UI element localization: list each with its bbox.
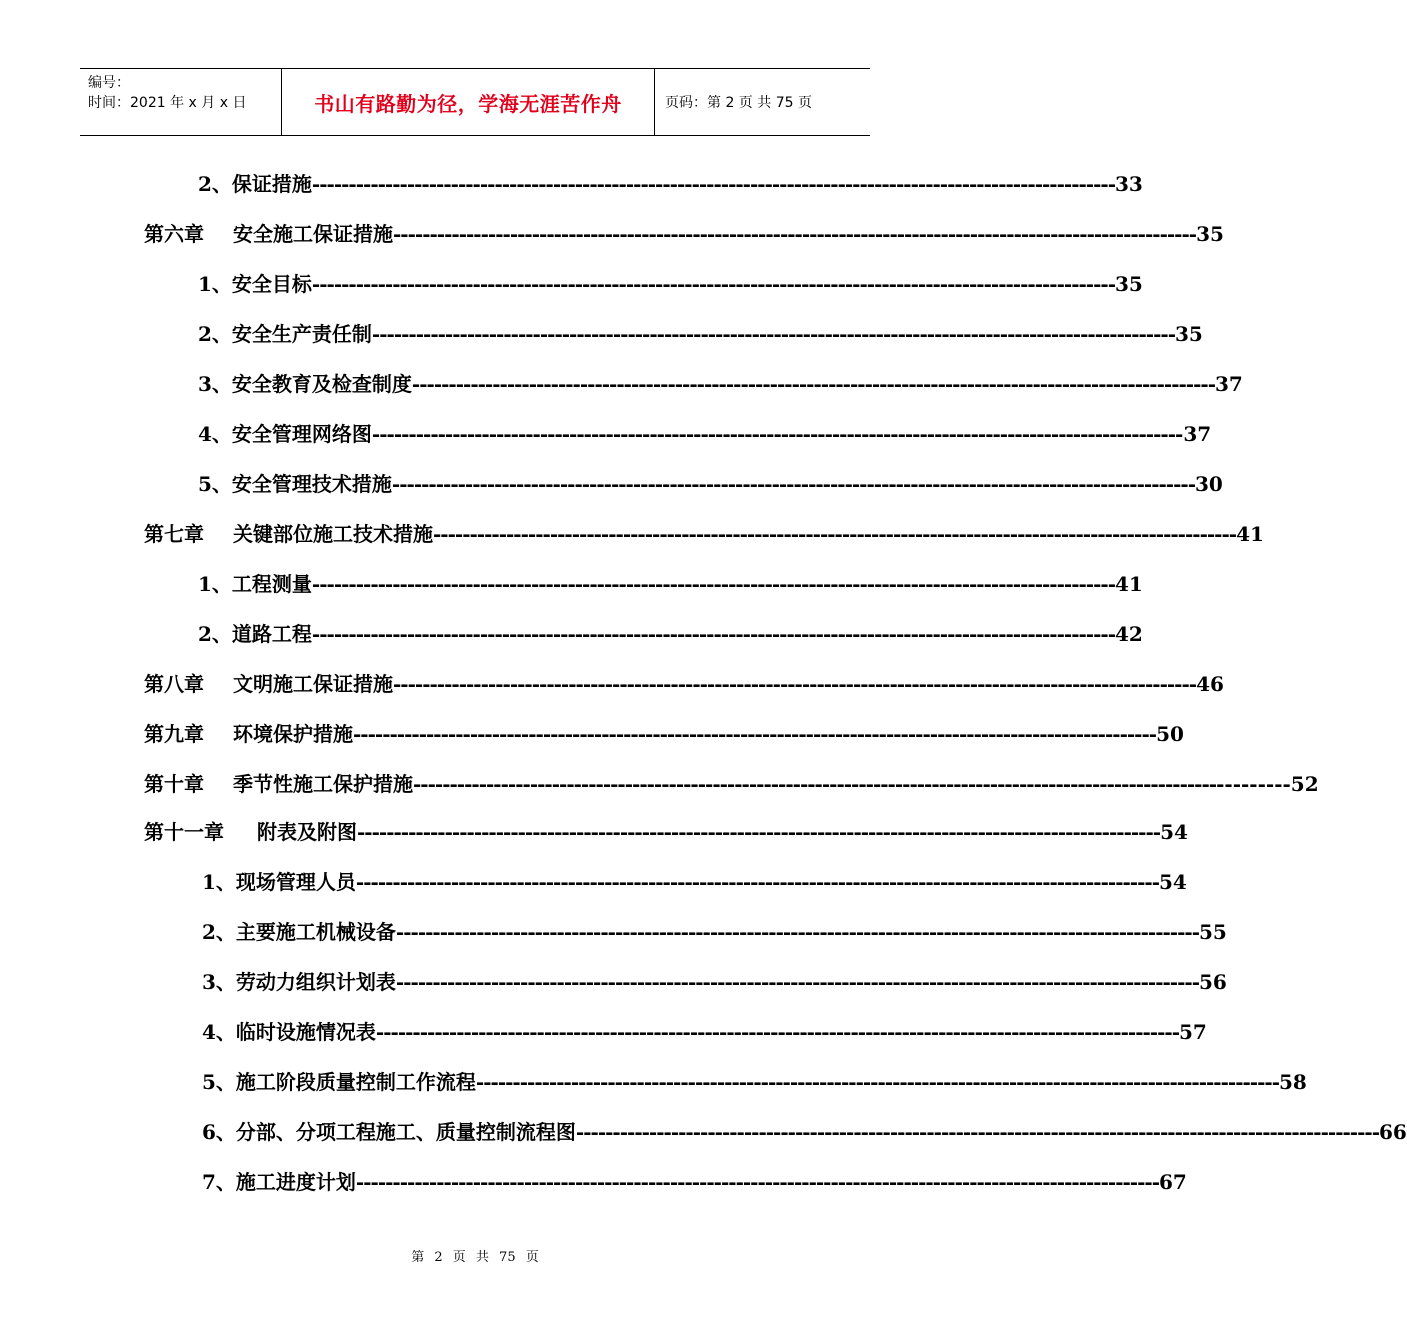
- toc-dot-leader: --------------------------------------------------------------------------------------------------------------: [311, 272, 1116, 296]
- toc-title-text: 3、劳动力组织计划表: [202, 970, 396, 994]
- toc-dot-leader: --------------------------------------------------------------------------------------------------------------: [311, 172, 1116, 196]
- toc-dot-leader: --------------------------------------------------------------------------------------------------------------: [475, 1070, 1280, 1094]
- toc-title-text: 关键部位施工技术措施: [233, 522, 433, 546]
- toc-title: [144, 218, 393, 247]
- toc-dot-leader: --------------------------------------------------------------------------------------------------------------: [311, 622, 1116, 646]
- toc-title-text: 3、安全教育及检查制度: [198, 372, 412, 396]
- toc-chapter-label: 第六章: [144, 222, 204, 246]
- toc-title: [144, 518, 433, 547]
- toc-title: [202, 866, 356, 895]
- toc-title-text: 环境保护措施: [233, 722, 353, 746]
- toc-dot-leader: --------------------------------------------------------------------------------------------------------------: [433, 522, 1237, 546]
- toc-title-text: 2、主要施工机械设备: [202, 920, 396, 944]
- toc-title-text: 1、工程测量: [198, 572, 312, 596]
- toc-page-number: 56: [1199, 970, 1227, 994]
- toc-section-entry: [198, 568, 1143, 598]
- toc-dot-leader: --------------------------------------------------------------------------------------------------------------: [411, 372, 1216, 396]
- toc-section-entry: [202, 1166, 1187, 1196]
- toc-chapter-label: 第十章: [144, 772, 204, 796]
- toc-title-text: 2、安全生产责任制: [198, 322, 372, 346]
- toc-page-number: 35: [1175, 322, 1203, 346]
- toc-chapter-entry: [144, 768, 1319, 798]
- header-code: 编号：: [88, 75, 130, 91]
- toc-title-text: 4、临时设施情况表: [202, 1020, 376, 1044]
- toc-dot-leader: --------------------------------------------------------------------------------------------------------------: [395, 920, 1200, 944]
- toc-title-text: 1、现场管理人员: [202, 870, 356, 894]
- toc-chapter-entry: [144, 718, 1184, 748]
- toc-page-number: 46: [1196, 672, 1224, 696]
- toc-title-text: 1、安全目标: [198, 272, 312, 296]
- toc-title-text: 6、分部、分项工程施工、质量控制流程图: [202, 1120, 576, 1144]
- toc-dot-leader: --------------------------------------------------------------------------------------------------------------: [353, 722, 1157, 746]
- toc-section-entry: [198, 418, 1212, 448]
- page-header: [80, 68, 870, 136]
- toc-dot-leader: --------------------------------------------------------------------------------------------------------------: [391, 472, 1196, 496]
- toc-dot-leader: --------------------------------------------------------------------------------------------------------------: [413, 772, 1217, 796]
- toc-title: [198, 368, 412, 397]
- page-footer: 第 2 页 共 75 页: [411, 1250, 539, 1265]
- toc-title: [198, 468, 392, 497]
- toc-title-text: 附表及附图: [257, 820, 357, 844]
- toc-title: [198, 168, 312, 197]
- header-motto: 书山有路勤为径，学海无涯苦作舟: [314, 91, 622, 116]
- toc-page-number: -37: [1175, 422, 1212, 446]
- toc-page-number: 30: [1195, 472, 1223, 496]
- toc-section-entry: [202, 916, 1227, 946]
- header-time: 时间：2021 年 x 月 x 日: [88, 95, 247, 111]
- toc-page-number: 50: [1156, 722, 1184, 746]
- toc-dot-leader: --------------------------------------------------------------------------------------------------------------: [371, 322, 1176, 346]
- toc-title: [198, 318, 372, 347]
- toc-page-number: 54: [1160, 820, 1188, 844]
- toc-title: [198, 568, 312, 597]
- toc-page-number: ---------52: [1216, 772, 1319, 796]
- toc-dot-leader: --------------------------------------------------------------------------------------------------------------: [395, 970, 1200, 994]
- toc-title-text: 文明施工保证措施: [233, 672, 393, 696]
- toc-title-text: 4、安全管理网络图: [198, 422, 372, 446]
- toc-page-number: 54: [1159, 870, 1187, 894]
- toc-title-text: 7、施工进度计划: [202, 1170, 356, 1194]
- toc-page-number: 41: [1236, 522, 1264, 546]
- toc-title: [198, 418, 372, 447]
- toc-title: [202, 1066, 476, 1095]
- toc-section-entry: [202, 1016, 1207, 1046]
- toc-title: [198, 268, 312, 297]
- toc-title-text: 安全施工保证措施: [233, 222, 393, 246]
- toc-dot-leader: --------------------------------------------------------------------------------------------------------------: [393, 672, 1197, 696]
- toc-page-number: 42: [1115, 622, 1143, 646]
- toc-title-text: 5、施工阶段质量控制工作流程: [202, 1070, 476, 1094]
- toc-title-text: 5、安全管理技术措施: [198, 472, 392, 496]
- toc-section-entry: [202, 1116, 1407, 1146]
- toc-section-entry: [198, 168, 1143, 198]
- toc-chapter-entry: [144, 518, 1264, 548]
- toc-title-text: 2、保证措施: [198, 172, 312, 196]
- toc-dot-leader: --------------------------------------------------------------------------------------------------------------: [393, 222, 1197, 246]
- toc-title: [202, 1116, 576, 1145]
- toc-dot-leader: --------------------------------------------------------------------------------------------------------------: [355, 870, 1160, 894]
- toc-page-number: 66: [1379, 1120, 1407, 1144]
- toc-title: [144, 718, 353, 747]
- toc-title: [144, 768, 413, 797]
- toc-title: [202, 966, 396, 995]
- toc-section-entry: [198, 318, 1203, 348]
- toc-dot-leader: --------------------------------------------------------------------------------------------------------------: [357, 820, 1161, 844]
- toc-page-number: 55: [1199, 920, 1227, 944]
- toc-chapter-entry: [144, 816, 1188, 846]
- toc-title-text: 季节性施工保护措施: [233, 772, 413, 796]
- toc-dot-leader: --------------------------------------------------------------------------------------------------------------: [371, 422, 1176, 446]
- header-meta: [80, 69, 282, 135]
- toc-title: [202, 1166, 356, 1195]
- header-page-info: 页码：第 2 页 共 75 页: [665, 95, 812, 111]
- toc-chapter-label: 第九章: [144, 722, 204, 746]
- toc-chapter-entry: [144, 668, 1224, 698]
- toc-title: [144, 816, 357, 845]
- toc-section-entry: [198, 368, 1243, 398]
- toc-dot-leader: --------------------------------------------------------------------------------------------------------------: [575, 1120, 1380, 1144]
- toc-page-number: 57: [1179, 1020, 1207, 1044]
- toc-title: [198, 618, 312, 647]
- toc-title: [202, 1016, 376, 1045]
- toc-page-number: 41: [1115, 572, 1143, 596]
- toc-page-number: 33: [1115, 172, 1143, 196]
- toc-page-number: 35: [1196, 222, 1224, 246]
- toc-section-entry: [198, 468, 1223, 498]
- toc-section-entry: [202, 866, 1187, 896]
- toc-chapter-label: 第七章: [144, 522, 204, 546]
- toc-dot-leader: --------------------------------------------------------------------------------------------------------------: [311, 572, 1116, 596]
- toc-section-entry: [198, 618, 1143, 648]
- toc-section-entry: [198, 268, 1143, 298]
- toc-page-number: 35: [1115, 272, 1143, 296]
- toc-section-entry: [202, 966, 1227, 996]
- toc-chapter-label: 第十一章: [144, 820, 224, 844]
- toc-title-text: 2、道路工程: [198, 622, 312, 646]
- toc-page-number: 37: [1215, 372, 1243, 396]
- toc-section-entry: [202, 1066, 1307, 1096]
- toc-chapter-entry: [144, 218, 1224, 248]
- toc-title: [202, 916, 396, 945]
- toc-page-number: 67: [1159, 1170, 1187, 1194]
- header-motto-cell: [282, 69, 655, 135]
- toc-chapter-label: 第八章: [144, 672, 204, 696]
- toc-dot-leader: --------------------------------------------------------------------------------------------------------------: [355, 1170, 1160, 1194]
- toc-title: [144, 668, 393, 697]
- toc-dot-leader: --------------------------------------------------------------------------------------------------------------: [375, 1020, 1180, 1044]
- toc-page-number: 58: [1279, 1070, 1307, 1094]
